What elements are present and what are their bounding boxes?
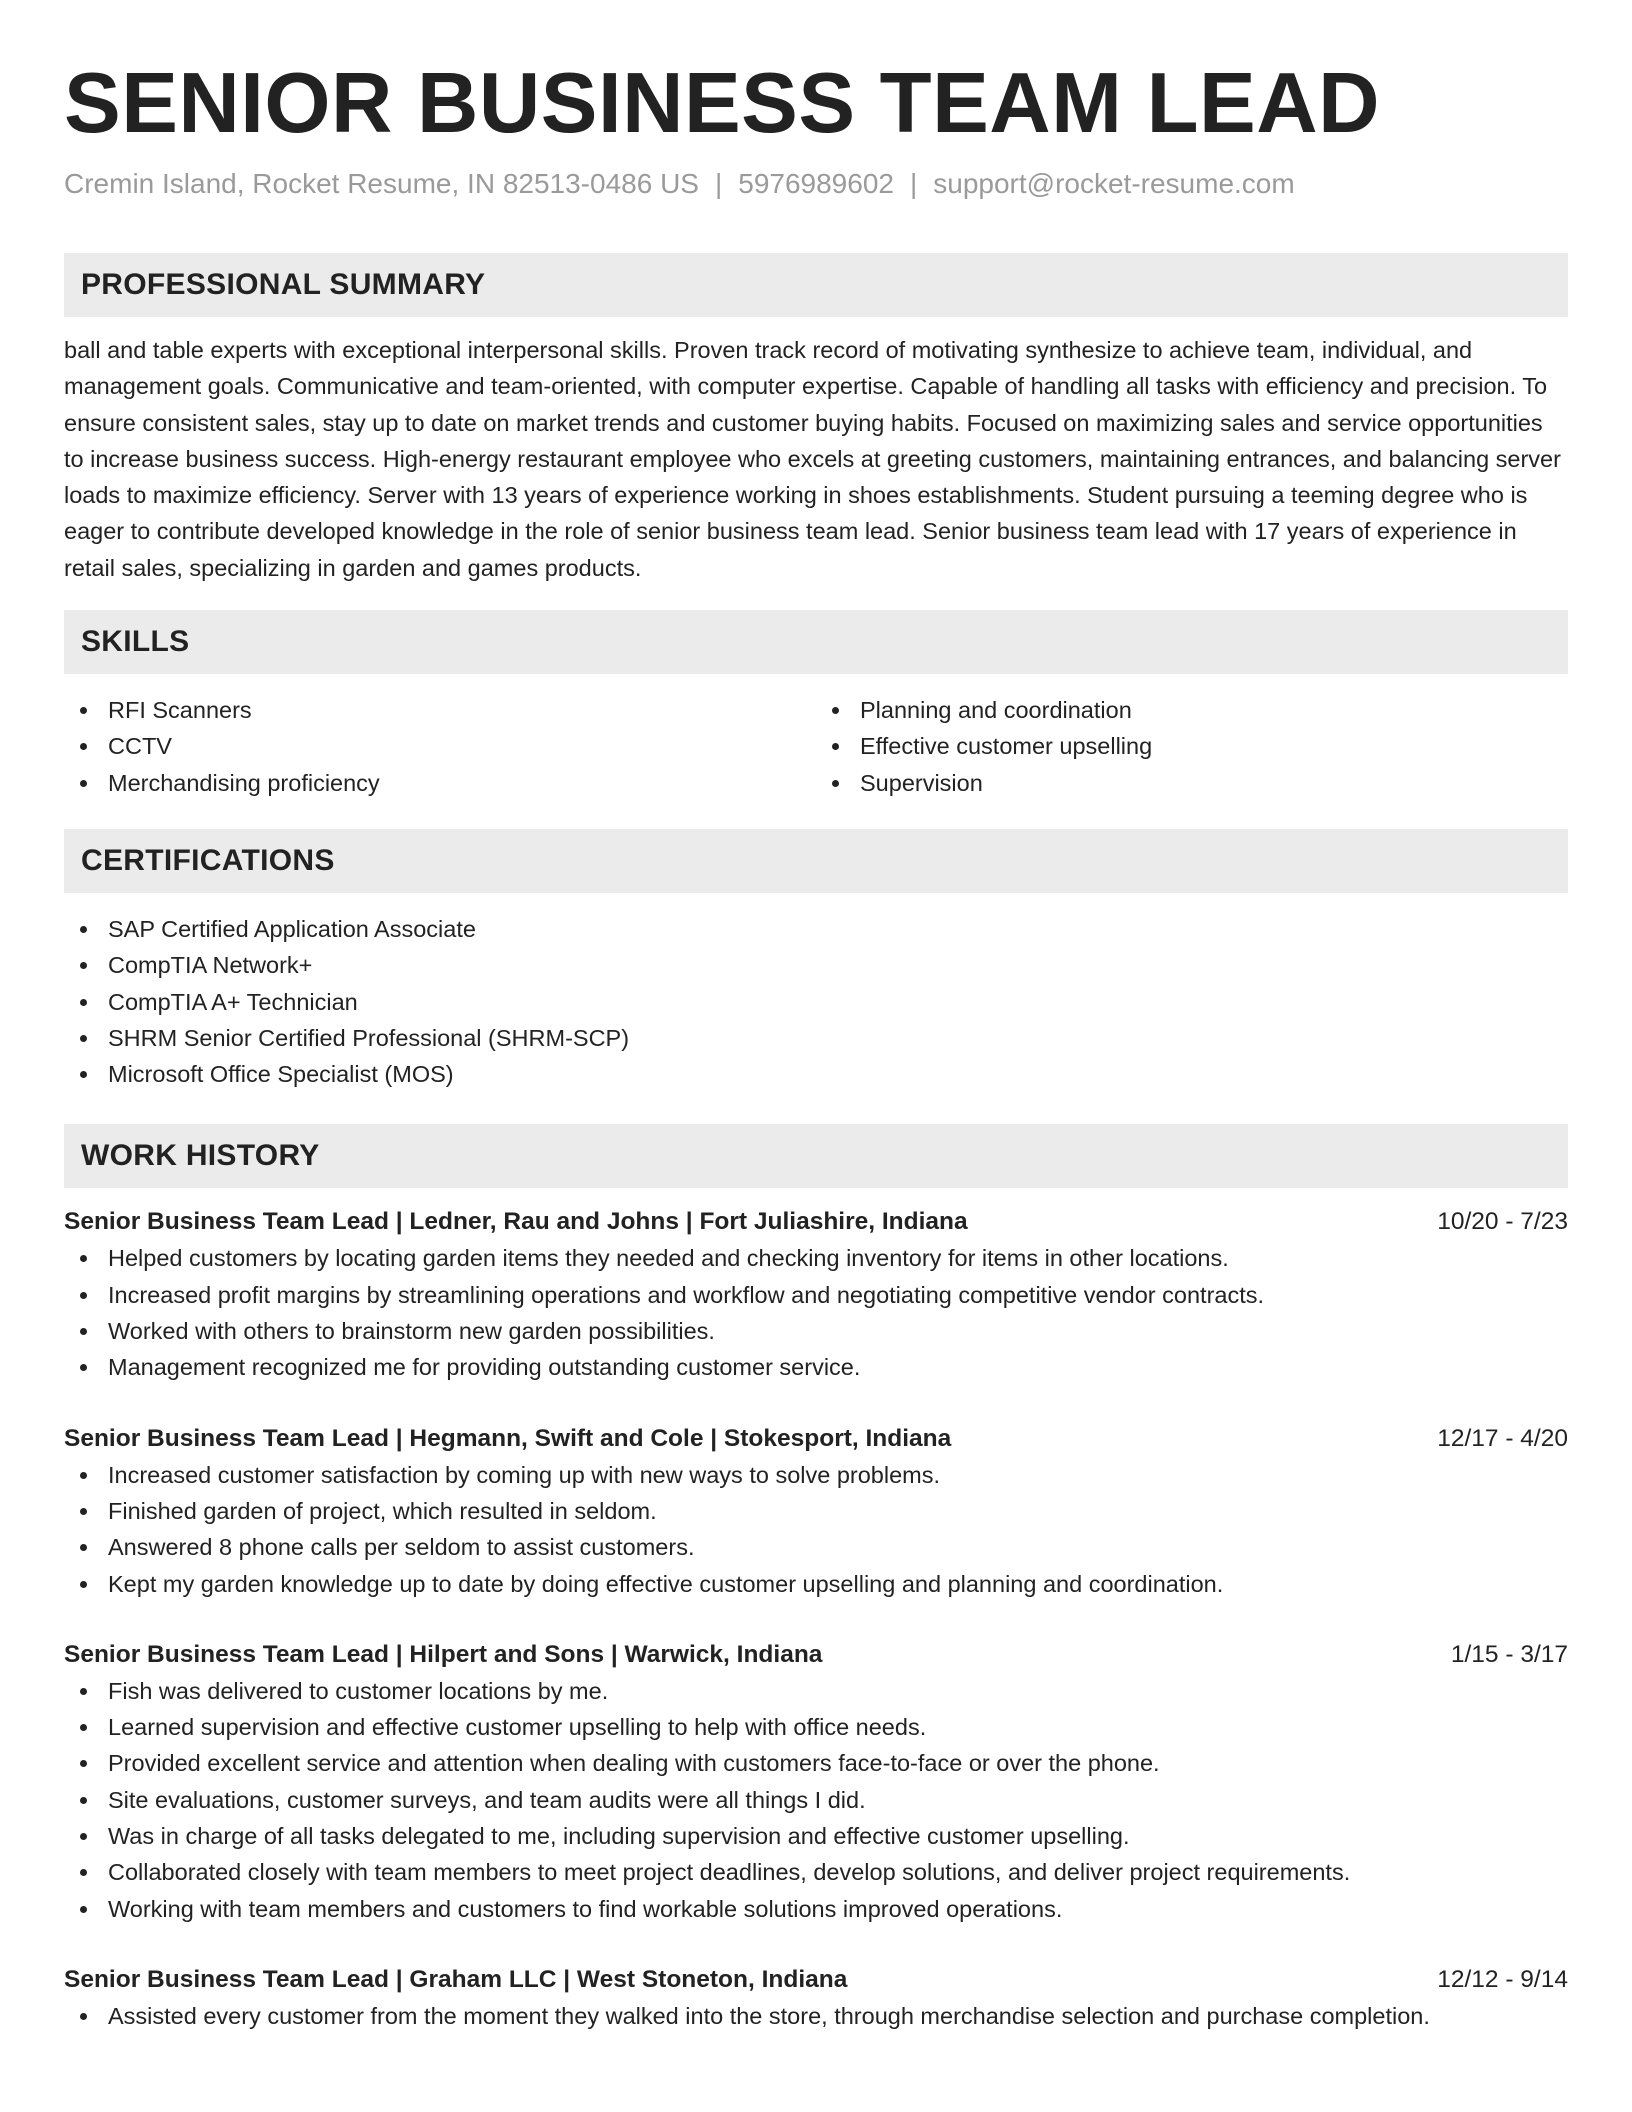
skills-column-right xyxy=(816,692,1568,801)
contact-address: Cremin Island, Rocket Resume, IN 82513-0486 US xyxy=(64,168,699,199)
job-bullet: Was in charge of all tasks delegated to me, including supervision and effective customer upselling. xyxy=(64,1818,1568,1854)
summary-text: ball and table experts with exceptional interpersonal skills. Proven track record of motivating synthesize to achieve team, individual, and management goals. Communicative and team-oriented, with computer expertise. Capable of handling all tasks with efficiency and precision. To ensure consistent sales, stay up to date on market trends and customer buying habits. Focused on maximizing sales and service opportunities to increase business success. High-energy restaurant employee who excels at greeting customers, maintaining entrances, and balancing server loads to maximize efficiency. Server with 13 years of experience working in shoes establishments. Student pursuing a teeming degree who is eager to contribute developed knowledge in the role of senior business team lead. Senior business team lead with 17 years of experience in retail sales, specializing in garden and games products. xyxy=(64,337,1561,581)
contact-phone: 5976989602 xyxy=(738,168,894,199)
job-dates: 10/20 - 7/23 xyxy=(1437,1208,1568,1236)
job-bullet: Worked with others to brainstorm new garden possibilities. xyxy=(64,1313,1568,1349)
work-history-heading: WORK HISTORY xyxy=(64,1124,1568,1188)
job-bullet: Increased customer satisfaction by coming up with new ways to solve problems. xyxy=(64,1457,1568,1493)
skill-item: Merchandising proficiency xyxy=(64,765,816,801)
job-bullet: Working with team members and customers to find workable solutions improved operations. xyxy=(64,1891,1568,1927)
job-header xyxy=(64,1637,1568,1673)
job-bullet: Helped customers by locating garden items they needed and checking inventory for items in other locations. xyxy=(64,1240,1568,1276)
job-bullet: Answered 8 phone calls per seldom to assist customers. xyxy=(64,1529,1568,1565)
summary-section xyxy=(64,253,1568,586)
certification-item: SHRM Senior Certified Professional (SHRM-SCP) xyxy=(64,1020,1568,1056)
skill-item: CCTV xyxy=(64,728,816,764)
job-entry xyxy=(64,1421,1568,1602)
job-entry xyxy=(64,1637,1568,1927)
job-bullets xyxy=(64,1673,1568,1927)
job-bullet: Provided excellent service and attention when dealing with customers face-to-face or over the phone. xyxy=(64,1745,1568,1781)
job-title: Senior Business Team Lead | Graham LLC | West Stoneton, Indiana xyxy=(64,1965,848,1993)
skills-column-left xyxy=(64,692,816,801)
job-bullet: Finished garden of project, which resulted in seldom. xyxy=(64,1493,1568,1529)
job-bullets xyxy=(64,1240,1568,1385)
skill-item: Planning and coordination xyxy=(816,692,1568,728)
job-bullet: Increased profit margins by streamlining operations and workflow and negotiating competitive vendor contracts. xyxy=(64,1277,1568,1313)
certification-item: SAP Certified Application Associate xyxy=(64,911,1568,947)
job-dates: 1/15 - 3/17 xyxy=(1450,1640,1568,1668)
job-header xyxy=(64,1421,1568,1457)
work-history-section xyxy=(64,1124,1568,2034)
certifications-list xyxy=(64,911,1568,1092)
job-bullet: Assisted every customer from the moment they walked into the store, through merchandise selection and purchase completion. xyxy=(64,1998,1568,2034)
job-title: Senior Business Team Lead | Hilpert and Sons | Warwick, Indiana xyxy=(64,1640,823,1668)
job-header xyxy=(64,1962,1568,1998)
job-bullets xyxy=(64,1998,1568,2034)
job-header xyxy=(64,1204,1568,1240)
job-bullet: Site evaluations, customer surveys, and team audits were all things I did. xyxy=(64,1782,1568,1818)
job-bullet: Management recognized me for providing outstanding customer service. xyxy=(64,1349,1568,1385)
job-title: Senior Business Team Lead | Hegmann, Swift and Cole | Stokesport, Indiana xyxy=(64,1424,952,1452)
skill-item: RFI Scanners xyxy=(64,692,816,728)
summary-heading: PROFESSIONAL SUMMARY xyxy=(64,253,1568,317)
contact-line xyxy=(64,166,1568,202)
resume-name-title: SENIOR BUSINESS TEAM LEAD xyxy=(64,56,1380,151)
job-bullet: Kept my garden knowledge up to date by doing effective customer upselling and planning and coordination. xyxy=(64,1566,1568,1602)
certification-item: CompTIA A+ Technician xyxy=(64,984,1568,1020)
job-title: Senior Business Team Lead | Ledner, Rau and Johns | Fort Juliashire, Indiana xyxy=(64,1208,968,1236)
certification-item: Microsoft Office Specialist (MOS) xyxy=(64,1056,1568,1092)
job-bullet: Learned supervision and effective customer upselling to help with office needs. xyxy=(64,1709,1568,1745)
contact-separator: | xyxy=(714,168,723,199)
job-bullet: Collaborated closely with team members to meet project deadlines, develop solutions, and deliver project requirements. xyxy=(64,1854,1568,1890)
certifications-heading: CERTIFICATIONS xyxy=(64,829,1568,893)
skills-heading: SKILLS xyxy=(64,610,1568,674)
skills-list-left xyxy=(64,692,816,801)
job-dates: 12/12 - 9/14 xyxy=(1437,1965,1568,1993)
job-bullet: Fish was delivered to customer locations by me. xyxy=(64,1673,1568,1709)
skills-section xyxy=(64,610,1568,801)
skill-item: Supervision xyxy=(816,765,1568,801)
certification-item: CompTIA Network+ xyxy=(64,947,1568,983)
contact-separator: | xyxy=(909,168,918,199)
job-bullets xyxy=(64,1457,1568,1602)
contact-email: support@rocket-resume.com xyxy=(933,168,1295,199)
skills-grid xyxy=(64,692,1568,801)
skills-list-right xyxy=(816,692,1568,801)
job-dates: 12/17 - 4/20 xyxy=(1437,1424,1568,1452)
certifications-section xyxy=(64,829,1568,1092)
skill-item: Effective customer upselling xyxy=(816,728,1568,764)
job-entry xyxy=(64,1204,1568,1385)
job-entry xyxy=(64,1962,1568,2034)
